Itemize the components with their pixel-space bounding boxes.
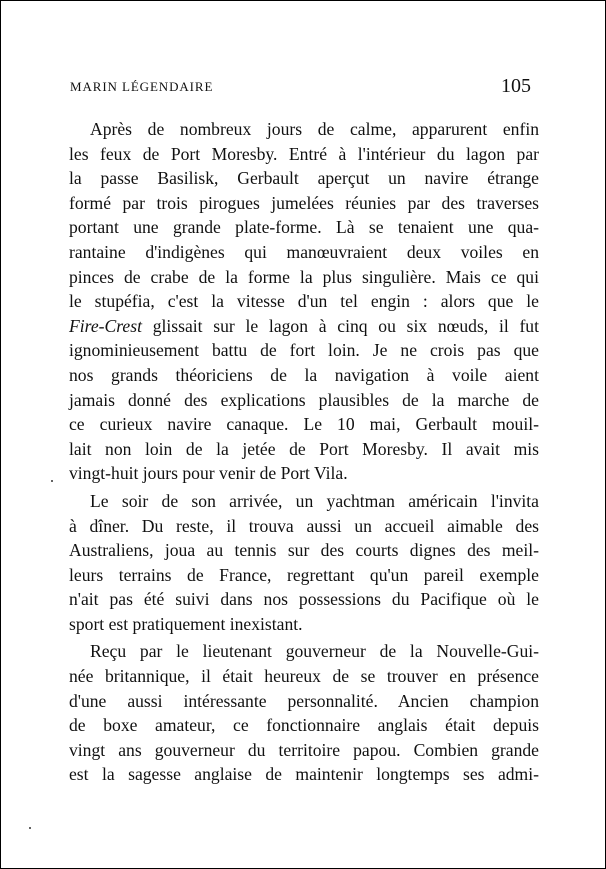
- running-head: MARIN LÉGENDAIRE: [70, 79, 214, 94]
- text-line: lait non loin de la jetée de Port Moresby. Il avait mis: [69, 438, 539, 459]
- text-line: jamais donné des explications plausibles de la marche de: [69, 389, 539, 410]
- text-line: ignominieusement battu de fort loin. Je ne crois pas que: [69, 340, 539, 361]
- text-line: est la sagesse anglaise de maintenir longtemps ses admi-: [69, 764, 539, 785]
- paragraph: [69, 117, 539, 486]
- text-line: la passe Basilisk, Gerbault aperçut un navire étrange: [69, 168, 539, 189]
- text-line: nos grands théoriciens de la navigation à voile aient: [69, 364, 539, 385]
- text-line: formé par trois pirogues jumelées réunies par des traverses: [69, 192, 539, 213]
- text-line: de boxe amateur, ce fonctionnaire anglais était depuis: [69, 715, 539, 736]
- text-line: née britannique, il était heureux de se trouver en présence: [69, 666, 539, 687]
- text-line: vingt-huit jours pour venir de Port Vila.: [69, 463, 348, 484]
- ship-name: Fire-Crest: [69, 315, 142, 336]
- text-line: Australiens, joua au tennis sur des courts dignes des meil-: [69, 540, 539, 561]
- page-number: 105: [501, 75, 531, 97]
- body-text: [69, 117, 539, 787]
- text-line: leurs terrains de France, regrettant qu'un pareil exemple: [69, 564, 539, 585]
- text-line: Après de nombreux jours de calme, apparurent enfin: [90, 119, 539, 139]
- text-line: Fire-Crest glissait sur le lagon à cinq ou six nœuds, il fut: [69, 315, 539, 336]
- speck-mark: [29, 827, 31, 829]
- text-line: pinces de crabe de la forme la plus singulière. Mais ce qui: [69, 266, 539, 287]
- paragraph: [69, 489, 539, 637]
- text-line: ce curieux navire canaque. Le 10 mai, Gerbault mouil-: [69, 414, 539, 435]
- text-line: Reçu par le lieutenant gouverneur de la Nouvelle-Gui-: [90, 641, 539, 662]
- text-line: sport est pratiquement inexistant.: [69, 613, 303, 634]
- text-line: à dîner. Du reste, il trouva aussi un accueil aimable des: [69, 515, 539, 536]
- text-line: vingt ans gouverneur du territoire papou. Combien grande: [69, 739, 539, 760]
- text-line: n'ait pas été suivi dans nos possessions du Pacifique où le: [69, 589, 539, 610]
- text-line: les feux de Port Moresby. Entré à l'intérieur du lagon par: [69, 143, 539, 164]
- speck-mark: [51, 480, 53, 482]
- text-line: rantaine d'indigènes qui manœuvraient deux voiles en: [69, 241, 539, 262]
- text-line: le stupéfia, c'est la vitesse d'un tel engin : alors que le: [69, 291, 539, 312]
- text-line: Le soir de son arrivée, un yachtman américain l'invita: [90, 490, 539, 511]
- text-line: portant une grande plate-forme. Là se tenaient une qua-: [69, 217, 539, 238]
- paragraph: [69, 639, 539, 787]
- text-line: d'une aussi intéressante personnalité. Ancien champion: [69, 690, 539, 711]
